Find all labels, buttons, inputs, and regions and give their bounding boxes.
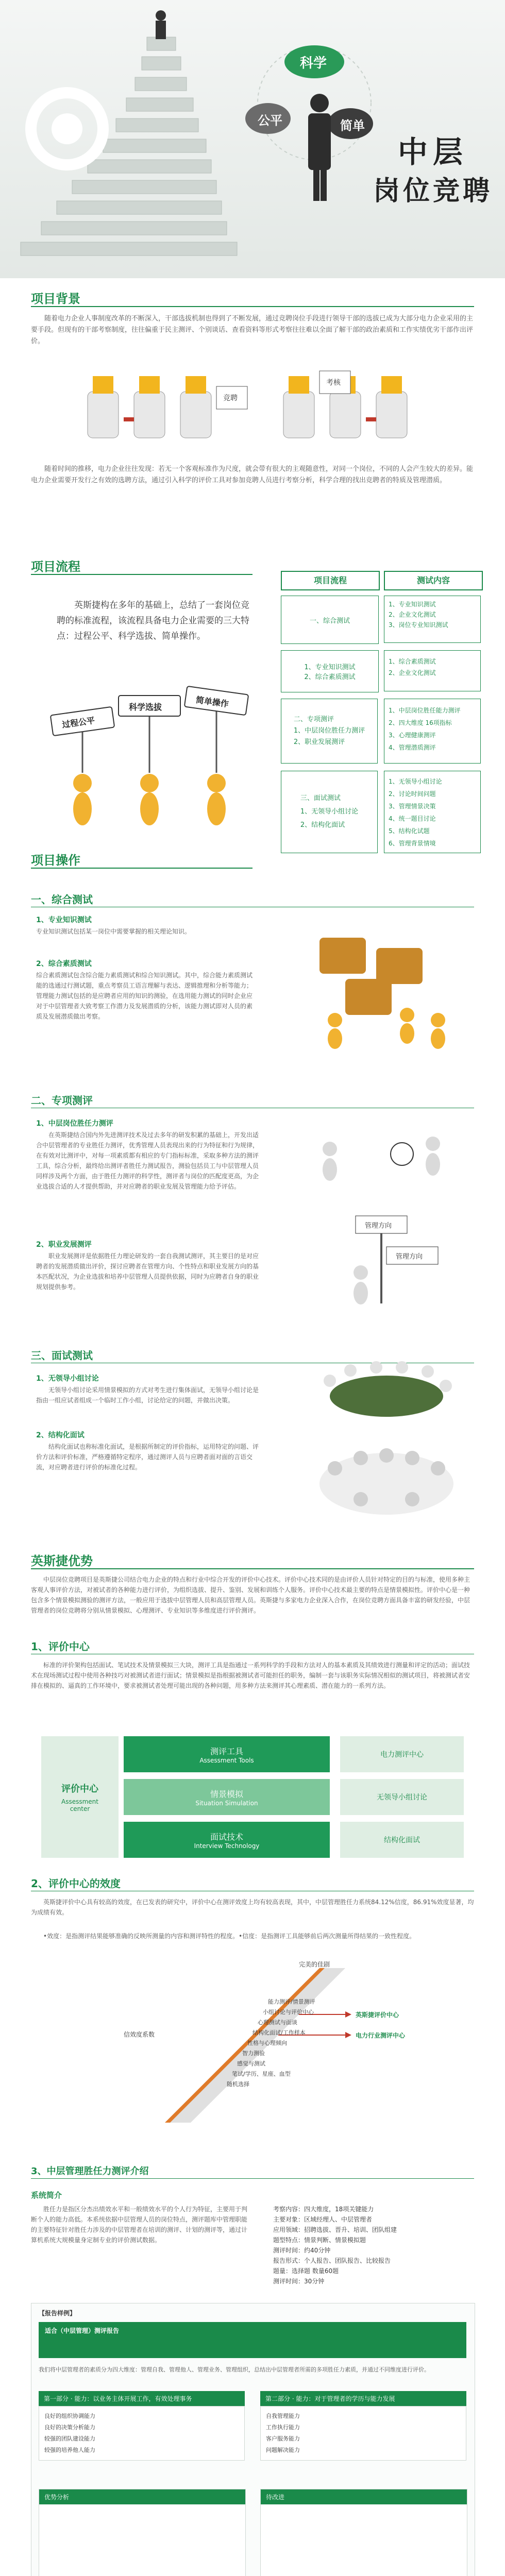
list-item: 工作执行能力 <box>266 2424 300 2431</box>
operation-s3-p2-title: 2、结构化面试 <box>36 1431 85 1439</box>
table-head-left <box>281 571 380 590</box>
bar-right-label: 能力：对于管理者的学历与能力发展 <box>296 2395 395 2402</box>
list-item: 1、综合素质测试 <box>389 658 436 665</box>
list-item: 5、结构化试题 <box>389 827 430 835</box>
list-item: 应用领域：招聘选拔、晋升、培训、团队组建 <box>273 2226 397 2233</box>
process-heading: 项目流程 <box>31 560 80 574</box>
list-item: 能力测评/情景测评 <box>268 1998 315 2005</box>
report-title: 【报告样例】 <box>39 2310 76 2317</box>
right-box-2: 无领导小组讨论 <box>340 1779 464 1815</box>
operation-s3-p1: 无领导小组讨论采用情景模拟的方式对考生进行集体面试，无领导小组讨论是指由一组应试者组成一个临时工作小组，讨论给定的问题，并做出决策。 <box>36 1386 259 1404</box>
table-row-3-items <box>384 699 481 764</box>
list-item: 4、统一题目讨论 <box>389 815 436 822</box>
list-item: 性格与心理倾向 <box>247 2040 287 2046</box>
list-item: 结构化面试/工作样本 <box>252 2029 306 2036</box>
background-para1: 随着电力企业人事制度改革的不断深入，干部选拔机制也得到了不断发展，通过竞聘岗位手段进行领导干部的选拔已成为大部分电力企业采用的主要手段。但现有的干部考察制度，往往偏重于民主测评、个别谈话、查看资料等形式考察往往难以全面了解干部的政治素质和工作实绩优劣干部作出评价。 <box>31 315 474 345</box>
divider <box>31 574 252 575</box>
figures-with-signs <box>46 670 263 840</box>
process-illustration <box>46 670 263 840</box>
report-green-title: 适合（中层管理）测评报告 <box>45 2327 120 2334</box>
career-illustration <box>299 1118 474 1314</box>
stair-word-1: 科学 <box>300 56 327 71</box>
process-table <box>281 571 482 866</box>
list-item: 3、岗位专业知识测试 <box>389 621 448 629</box>
divider <box>31 2178 474 2179</box>
puzzle-figures <box>299 917 474 1051</box>
assessment-center-label: 评价中心 <box>61 1784 98 1794</box>
col-header: 第二部分 <box>265 2395 291 2402</box>
list-item: 客户服务能力 <box>266 2435 300 2442</box>
operation-s1-p1: 专业知识测试包括某一岗位中需要掌握的相关理论知识。 <box>36 928 191 935</box>
list-item: 较强的团队建设能力 <box>44 2435 95 2442</box>
list-item: 2、四大维度 16项指标 <box>389 719 452 726</box>
list-item: 心理测试与面谈 <box>258 2019 297 2026</box>
right-box-1: 电力测评中心 <box>340 1736 464 1772</box>
round-table-figures <box>299 1345 474 1530</box>
intro-sys-para: 胜任力是指区分杰出绩效水平和一般绩效水平的个人行为特征，主要用于判断个人的能力高低。本系统依据中层管理人员的岗位特点，测评题库中管理职能的主要特征针对胜任力涉及的中层管理者在培训的测评、计划的测评等，通过计算机系统大规模量身定制专业的评价测试数据。 <box>31 2206 248 2244</box>
table-row-2-step: 1、专业知识测试 2、综合素质测试 <box>281 650 379 692</box>
report-sample <box>31 2303 475 2576</box>
intro-spec-list <box>273 2204 474 2286</box>
col-header: 第一部分 <box>44 2395 69 2402</box>
report-bottom-para: 我们将中层管理者的素质分为四大维度：管理自我、管理他人、管理业务、管理组织，总结出中层管理者所需的多项胜任力素质，并通过不同维度进行评价。 <box>39 2366 430 2373</box>
advantage-heading: 英斯捷优势 <box>31 1554 93 1568</box>
report-bottom-right-title: 待改进 <box>261 2489 467 2504</box>
list-item: 感觉与测试 <box>237 2060 265 2067</box>
career-sign-2: 管理方向 <box>396 1253 423 1261</box>
assessment-center-diagram <box>41 1736 469 1860</box>
background-illustration <box>77 355 428 459</box>
report-col-right-body <box>260 2406 466 2461</box>
background-para2: 随着时间的推移，电力企业往往发现：若无一个客观标准作为尺度，就会带有很大的主观随意性，对同一个岗位，不同的人会产生较大的差异。能电力企业需要开发行之有效的选聘方法，通过引入科学的评价工具对参加竞聘人员进行考察分析，科学合理的找出竞聘者的特质及管理潜质。 <box>31 465 474 484</box>
list-item: 较强的培养他人能力 <box>44 2447 95 2453</box>
list-item: 主要对象：区域经理人、中层管理者 <box>273 2216 373 2223</box>
list-item: 4、管理潜质测评 <box>389 744 436 751</box>
report-col-right-header: 第二部分 · 能力：对于管理者的学历与能力发展 <box>260 2391 466 2406</box>
advantage-s2-para2: •效度：是指测评结果能够准确的反映所测量的内容和测评特性的程度。•信度：是指测评工具能够前后两次测量所得结果的一致性程度。 <box>43 1933 416 1940</box>
list-item: 测评时间：30分钟 <box>273 2278 325 2285</box>
report-bottom-right <box>260 2489 467 2576</box>
operation-s3-p1-title: 1、无领导小组讨论 <box>36 1375 99 1383</box>
page-title-line2: 岗位竞聘 <box>373 176 493 207</box>
validity-axis-label: 信效度系数 <box>124 2031 155 2038</box>
list-item: 考察内容：四大维度，18项关键能力 <box>273 2206 374 2213</box>
list-item: 随机选择 <box>227 2081 249 2088</box>
validity-top-label: 完美的佳剧 <box>299 1961 330 1968</box>
operation-s1-p2: 综合素质测试包含综合能力素质测试和综合知识测试。其中，综合能力素质测试能的选通过行测试题，重点考察员工语言理解与表达、逻辑推理和分析等能力；管理能力测试包括的是应聘者应用的知识的测验，在选用能力测试的同时企业应对于中层管理者大致考察工作潜力及发展潜质的分析，该能力测试即对人员的素质及发展潜质做出考察。 <box>36 972 253 1020</box>
list-item: 1、无领导小组讨论 <box>389 778 442 785</box>
tool-label-en: Situation Simulation <box>195 1799 258 1807</box>
header-banner <box>0 0 505 278</box>
list-item: 3、管理情景决策 <box>389 803 436 810</box>
advantage-s2-title: 2、评价中心的效度 <box>31 1877 121 1890</box>
operation-s3-p2: 结构化面试也称标准化面试，是根据所制定的评价指标，运用特定的问题、评价方法和评价标准，严格遵循特定程序，通过测评人员与应聘者面对面的言语交流，对应聘者进行评价的标准化过程。 <box>36 1443 259 1471</box>
assessment-center-box <box>41 1736 119 1858</box>
table-head-left-label: 项目流程 <box>313 575 347 585</box>
right-box-3: 结构化面试 <box>340 1822 464 1858</box>
sign-simple: 简单操作 <box>195 694 229 709</box>
report-col-left-header: 第一部分 · 能力：以业务主体开展工作，有效处理事务 <box>39 2391 245 2406</box>
page-title-line1: 中层 <box>397 134 468 170</box>
table-row-1-items <box>384 596 481 643</box>
advantage-para: 中层岗位竞聘项目是英斯捷公司结合电力企业的特点和行业中综合开发的评价中心技术。评价中心技术同的是由评价人员针对特定的目的与标准，使用多种主客观人事评价方法，对被试者的各种能力进行评价，为组织选拔、提升、鉴别、发展和训练个人服务。评价中心技术最主要的特点是情景模拟性。评价中心是一种包含多个情景模拟测验的测评方法，一般应用于选拔中层管理人员和高层管理人员。英斯捷与多家电力企业深入合作，在岗位竞聘方面具备丰富的研发经验，中层管理者的岗位竞聘将分别从情景模拟、心理测评、专业知识等多维度进行评价测评。 <box>31 1576 470 1614</box>
table-row-3-step: 二、专项测评 1、中层岗位胜任力测评 2、职业发展测评 <box>281 699 378 764</box>
page-title <box>371 131 495 210</box>
tool-box-2 <box>124 1779 330 1815</box>
table-row-4-items <box>384 771 481 853</box>
operation-s2-p2-title: 2、职业发展测评 <box>36 1241 92 1249</box>
list-item: 自我管理能力 <box>266 2413 300 2419</box>
operation-s1-p1-title: 1、专业知识测试 <box>36 916 92 924</box>
tool-label: 面试技术 <box>210 1832 243 1842</box>
report-col-left <box>39 2391 245 2461</box>
divider <box>31 1568 474 1569</box>
list-item: 良好的组织协调能力 <box>44 2413 95 2419</box>
operation-s1-title: 一、综合测试 <box>31 893 93 906</box>
operation-s2-p1: 在英斯捷结合国内外先进测评技术及过去多年的研发积累的基础上，开发出适合中层管理者的专业胜任力测评，优秀管理人员表现出来的行为特征和行为规律，在有效对比测评中，对每一项素质都有相应的专门指标标准，采取多种方法的测评工具，综合分析，最终给出测评者胜任力测试报告，测验包括员工与中层管理人员同样涉及两个方面，由于胜任力测评的科学性，测评者与岗位的匹配度更高，为企业选拔合适的人才提供帮助，并对应聘者的职业发展及管理能力给予评估。 <box>36 1131 259 1190</box>
list-item: 智力测验 <box>242 2050 265 2057</box>
tool-label: 测评工具 <box>210 1746 243 1756</box>
operation-s2-p2: 职业发展测评是依据胜任力理论研发的一套自我测试测评，其主要目的是对应聘者的发展潜质做出评价，探讨应聘者在管理方向、个性特点和职业发展方向的基本匹配状况，为企业选拔和培养中层管理人员提供依据，同时为应聘者自身的职业规划提供参考。 <box>36 1252 259 1291</box>
validity-right-2: 电力行业测评中心 <box>356 2032 406 2039</box>
sign-text-1: 竞聘 <box>223 394 238 402</box>
validity-items <box>227 1997 315 2090</box>
report-col-right <box>260 2391 466 2461</box>
list-item: 1、中层岗位胜任能力测评 <box>389 707 461 714</box>
report-bottom-left <box>39 2489 246 2576</box>
list-item: 报告形式：个人报告、团队报告、比较报告 <box>273 2257 391 2264</box>
operation-s2-p1-title: 1、中层岗位胜任力测评 <box>36 1120 113 1128</box>
robots-illustration <box>77 355 428 459</box>
list-item: 2、讨论时间问题 <box>389 790 436 798</box>
list-item: 测评时间：约40分钟 <box>273 2247 331 2254</box>
report-green-bar <box>39 2322 466 2358</box>
list-item: 2、企业文化测试 <box>389 669 436 676</box>
background-heading: 项目背景 <box>31 292 80 306</box>
operation-s3-title: 三、面试测试 <box>31 1349 93 1362</box>
divider <box>31 868 252 869</box>
table-head-right <box>384 571 483 590</box>
group-discussion-illustration <box>299 1345 474 1530</box>
divider <box>31 306 474 307</box>
career-figures <box>299 1118 474 1314</box>
list-item: 小组讨论与评价中心 <box>263 2009 314 2015</box>
stair-word-2: 公平 <box>258 113 282 128</box>
tool-label: 情景模拟 <box>210 1789 243 1799</box>
table-row-2-items <box>384 650 481 691</box>
intro-heading: 3、中层管理胜任力测评介绍 <box>31 2166 149 2177</box>
table-row-1-step: 一、综合测试 <box>281 596 379 644</box>
tool-box-3 <box>124 1822 330 1858</box>
intro-sys-title: 系统简介 <box>31 2191 62 2200</box>
operation-s1-p2-title: 2、综合素质测试 <box>36 960 92 968</box>
stair-word-3: 简单 <box>340 118 365 133</box>
list-item: 3、心理健康测评 <box>389 732 436 739</box>
table-row-4-step: 三、面试测试 1、无领导小组讨论 2、结构化面试 <box>281 771 378 853</box>
table-head-right-label: 测试内容 <box>416 575 450 585</box>
process-intro: 英斯捷构在多年的基础上，总结了一套岗位竞聘的标准流程，该流程具备电力企业需要的三大特点：过程公平、科学选拔、简单操作。 <box>57 600 249 641</box>
tool-label-en: Assessment Tools <box>199 1756 254 1764</box>
list-item: 笔试/学历、星座、血型 <box>232 2071 291 2077</box>
report-col-left-body <box>39 2406 245 2461</box>
sign-scientific: 科学选拔 <box>129 702 162 712</box>
sign-text-2: 考核 <box>326 379 341 387</box>
operation-s2-title: 二、专项测评 <box>31 1094 93 1107</box>
list-item: 1、专业知识测试 <box>389 601 436 608</box>
advantage-s1-para: 标准的评价架构包括面试、笔试技术及情景模拟三大块，测评工具是指通过一系列科学的手段和方法对人的基本素质及其绩效进行测量和评定的活动；面试技术在现场测试过程中使用各种技巧对被测试者进行面试；情景模拟是指根据被测试者可能担任的职务，编制一套与该职务实际情况相似的测试项目，将被测试者安排在模拟的、逼真的工作环境中，要求被测试者处理可能出现的各种问题，用多种方法来测评其心理素质、潜在能力的一系列方法。 <box>31 1662 470 1689</box>
list-item: 题量：选择题 数量60题 <box>273 2267 339 2275</box>
list-item: 问题解决能力 <box>266 2447 300 2453</box>
career-sign-1: 管理方向 <box>365 1222 392 1230</box>
list-item: 6、管理背景情境 <box>389 840 436 847</box>
list-item: 2、企业文化测试 <box>389 611 436 618</box>
tool-label-en: Interview Technology <box>194 1842 260 1850</box>
list-item: 题型特点：情景判断、情景模拟题 <box>273 2236 366 2244</box>
validity-right-1: 英斯捷评价中心 <box>356 2011 399 2019</box>
puzzle-illustration <box>299 917 474 1051</box>
advantage-s1-title: 1、评价中心 <box>31 1640 90 1653</box>
advantage-s2-para1: 英斯捷评价中心具有较高的效度，在已发表的研究中，评价中心在测评效度上均有较高表现，其中，中层管理胜任力系统84.12%信度，86.91%效度显著，均为成绩有效。 <box>31 1899 474 1916</box>
list-item: 良好的决策分析能力 <box>44 2424 95 2431</box>
validity-diagram <box>103 1958 433 2133</box>
bar-left-label: 能力：以业务主体开展工作，有效处理事务 <box>74 2395 192 2402</box>
sign-fair-process: 过程公平 <box>61 715 96 730</box>
tool-box-1 <box>124 1736 330 1772</box>
report-bottom-left-title: 优势分析 <box>39 2489 245 2504</box>
assessment-center-en: Assessment center <box>61 1798 98 1812</box>
operation-heading: 项目操作 <box>31 853 80 868</box>
